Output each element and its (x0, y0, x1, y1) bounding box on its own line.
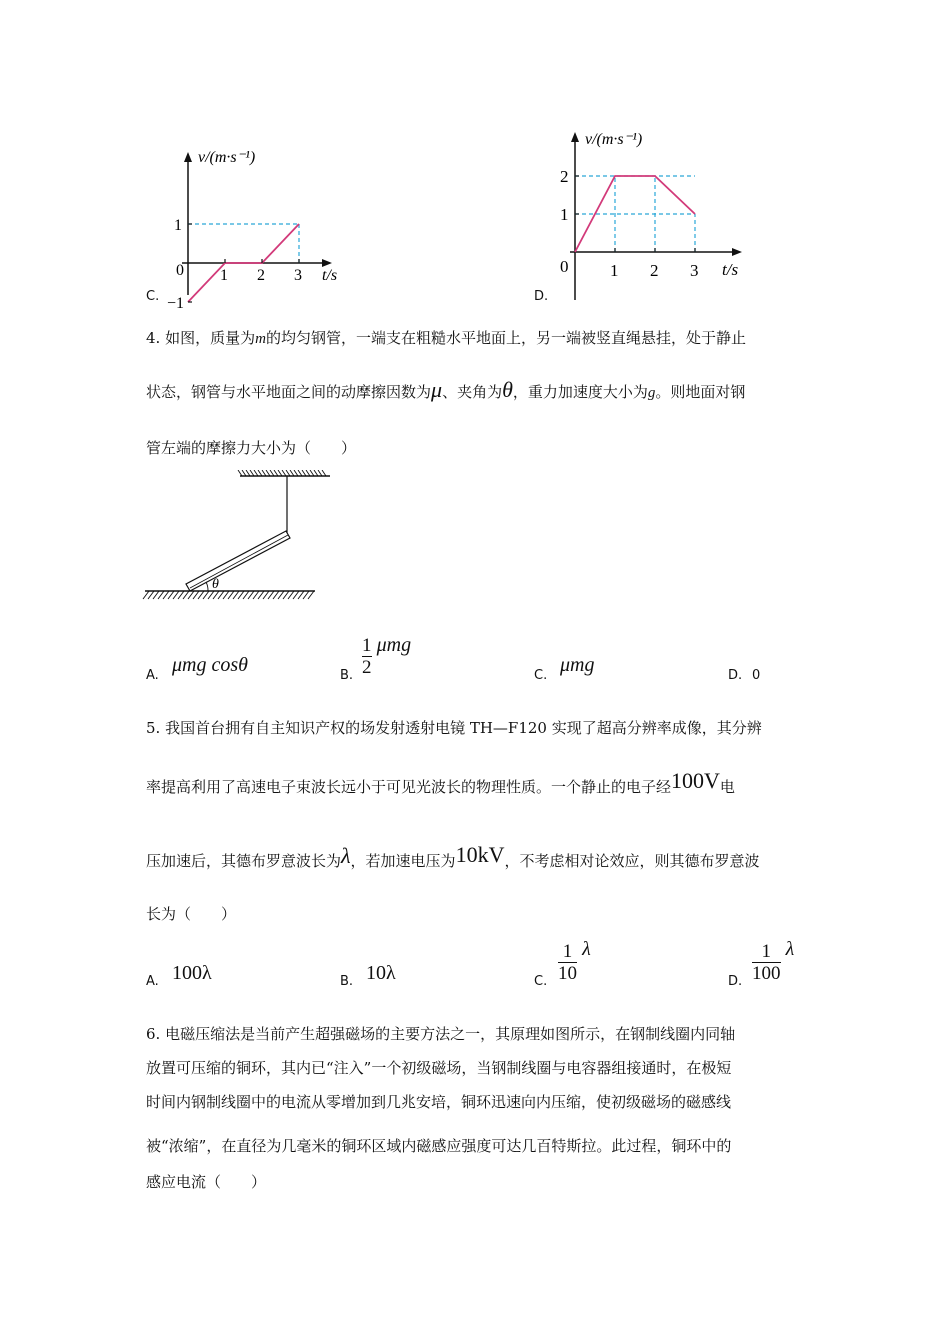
q4-option-b: $\frac{1}{2}$ μmg (362, 634, 412, 678)
q6-line3: 时间内钢制线圈中的电流从零增加到几兆安培，铜环迅速向内压缩，使初级磁场的磁感线 (146, 1093, 732, 1111)
y-tick-label: 1 (174, 217, 182, 234)
q5-option-a-label: A. (146, 974, 159, 989)
y-tick-label: −1 (167, 295, 185, 312)
y-tick-label: 1 (560, 205, 569, 224)
x-axis-label: t/s (722, 260, 739, 279)
q5-line1: 5. 我国首台拥有自主知识产权的场发射透射电镜 TH—F120 实现了超高分辨率成像，其分辨 (146, 719, 762, 737)
y-axis-arrow (184, 152, 192, 162)
q5-option-b-label: B. (340, 974, 354, 989)
graph-c (160, 140, 360, 315)
x-tick-label: 3 (294, 267, 302, 284)
x-axis-arrow (322, 259, 332, 267)
q5-line4: 长为（ ） (146, 905, 237, 923)
origin-label: 0 (560, 257, 569, 276)
q4-option-d-label: D. (728, 668, 743, 683)
q6-line1: 6. 电磁压缩法是当前产生超强磁场的主要方法之一，其原理如图所示，在钢制线圈内同轴 (146, 1025, 736, 1043)
q4-option-c: μmg (560, 654, 595, 676)
q5-option-d: $\frac{1}{100}$ λ (752, 938, 795, 984)
q4-line3: 管左端的摩擦力大小为（ ） (146, 439, 357, 457)
q4-option-d: 0 (752, 668, 761, 683)
q5-option-d-label: D. (728, 974, 743, 989)
q4-option-c-label: C. (534, 668, 548, 683)
graph-d (550, 120, 760, 305)
q5-option-b: 10λ (366, 962, 396, 984)
q5-line2: 率提高利用了高速电子束波长远小于可见光波长的物理性质。一个静止的电子经100V电 (146, 768, 735, 796)
ceiling-hatch (238, 470, 326, 476)
q4-option-a: μmg cosθ (172, 654, 248, 676)
q4-option-a-label: A. (146, 668, 159, 683)
x-axis-arrow (732, 248, 742, 256)
q6-line4: 被“浓缩”，在直径为几毫米的铜环区域内磁感应强度可达几百特斯拉。此过程，铜环中的 (146, 1137, 732, 1155)
ground-hatch (143, 591, 314, 599)
x-tick-label: 2 (257, 267, 265, 284)
q4-option-b-label: B. (340, 668, 354, 683)
x-tick-label: 1 (220, 267, 228, 284)
y-axis-label: v/(m·s⁻¹) (198, 149, 256, 166)
angle-theta: θ (212, 577, 219, 592)
q5-option-a: 100λ (172, 962, 212, 984)
x-tick-label: 3 (690, 261, 699, 280)
y-tick-label: 2 (560, 167, 569, 186)
option-c-label: C. (146, 289, 160, 304)
x-axis-label: t/s (322, 267, 338, 284)
y-axis-label: v/(m·s⁻¹) (585, 131, 643, 148)
y-axis-arrow (571, 132, 579, 142)
q5-option-c-label: C. (534, 974, 548, 989)
q6-line2: 放置可压缩的铜环，其内已“注入”一个初级磁场，当钢制线圈与电容器组接通时，在极短 (146, 1059, 732, 1077)
x-tick-label: 2 (650, 261, 659, 280)
x-tick-label: 1 (610, 261, 619, 280)
option-d-label: D. (534, 289, 549, 304)
q5-option-c: $\frac{1}{10}$ λ (558, 938, 591, 984)
origin-label: 0 (176, 262, 184, 279)
q5-line3: 压加速后，其德布罗意波长为λ，若加速电压为10kV，不考虑相对论效应，则其德布罗意波 (146, 842, 760, 870)
q4-line2: 状态，钢管与水平地面之间的动摩擦因数为μ、夹角为θ，重力加速度大小为g。则地面对钢 (146, 377, 746, 402)
q4-figure (140, 470, 330, 605)
q4-line1: 4. 如图，质量为m的均匀钢管，一端支在粗糙水平地面上，另一端被竖直绳悬挂，处于静止 (146, 329, 746, 347)
angle-arc (206, 582, 208, 591)
q6-line5: 感应电流（ ） (146, 1173, 267, 1191)
